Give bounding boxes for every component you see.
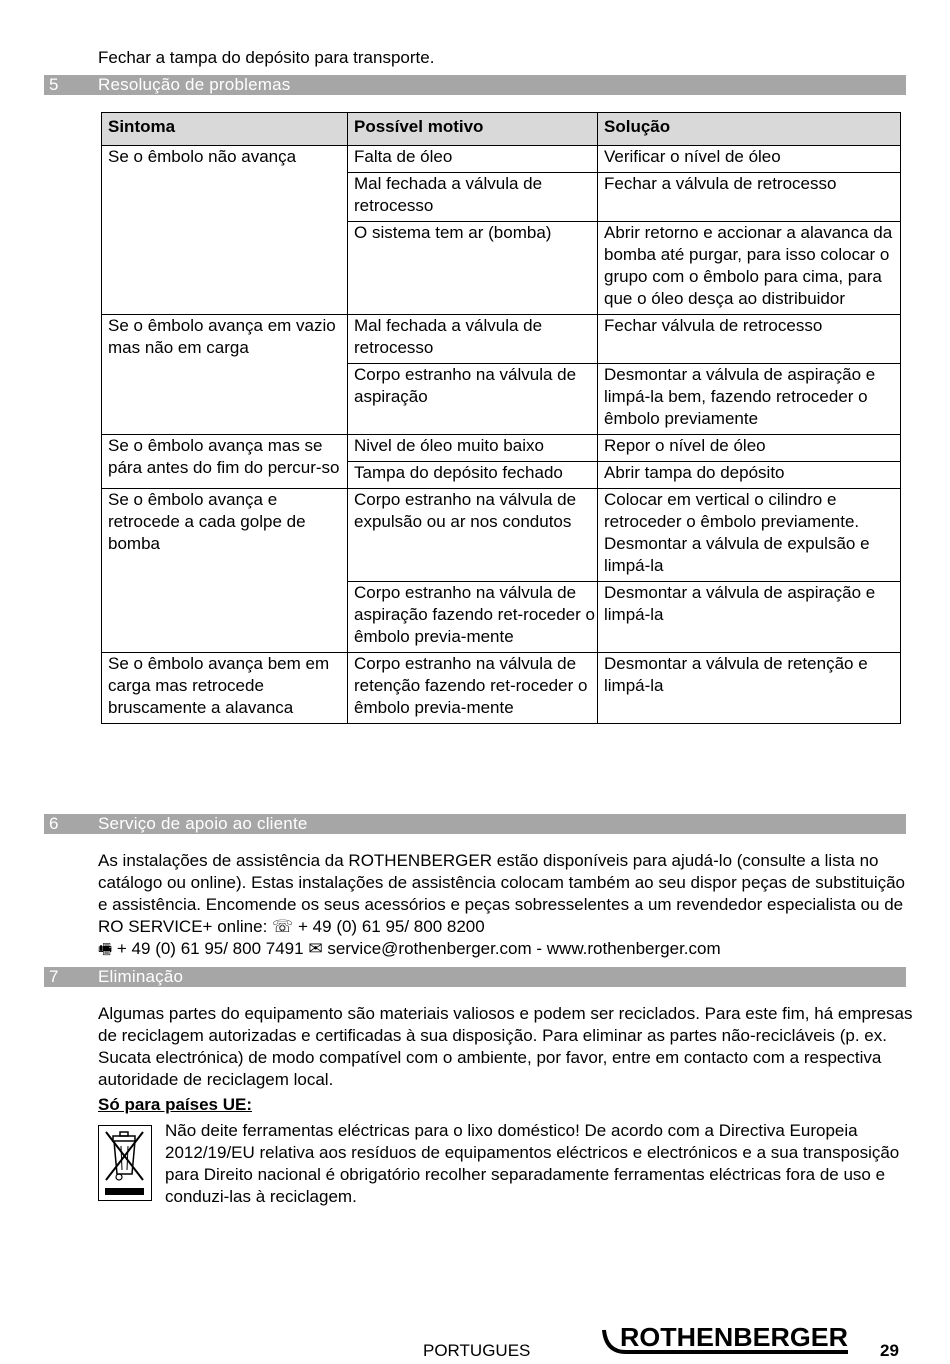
symptom-cell: Se o êmbolo avança e retrocede a cada golpe de bomba xyxy=(102,489,348,653)
service-text: As instalações de assistência da ROTHENBERGER estão disponíveis para ajudá-lo (consulte a lista no catálogo ou online). Estas instalações de assistência colocam também ao seu dispor peças de substituição e assistência. Encomende os seus acessórios e peças sobresselentes a um revendedor especialista ou de RO SERVICE+ online: xyxy=(98,851,906,936)
troubleshooting-table xyxy=(101,112,901,724)
table-row xyxy=(102,435,901,462)
section-title: Eliminação xyxy=(98,967,184,986)
cause-cell: Corpo estranho na válvula de aspiração fazendo ret-roceder o êmbolo previa-mente xyxy=(348,582,598,653)
solution-cell: Fechar a válvula de retrocesso xyxy=(598,173,901,222)
cause-cell: Nivel de óleo muito baixo xyxy=(348,435,598,462)
header-solution: Solução xyxy=(598,113,901,146)
symptom-cell: Se o êmbolo avança bem em carga mas retrocede bruscamente a alavanca xyxy=(102,653,348,724)
symptom-cell: Se o êmbolo avança mas se pára antes do fim do percur-so xyxy=(102,435,348,489)
solution-cell: Abrir retorno e accionar a alavanca da bomba até purgar, para isso colocar o grupo com o êmbolo para cima, para que o óleo desça ao distribuidor xyxy=(598,222,901,315)
section-title: Serviço de apoio ao cliente xyxy=(98,814,308,833)
eu-only-heading: Só para países UE: xyxy=(98,1095,253,1114)
cause-cell: Corpo estranho na válvula de retenção fazendo ret-roceder o êmbolo previa-mente xyxy=(348,653,598,724)
table-row xyxy=(102,489,901,582)
symptom-cell: Se o êmbolo avança em vazio mas não em carga xyxy=(102,315,348,435)
cause-cell: Falta de óleo xyxy=(348,146,598,173)
section-5-header xyxy=(44,75,906,95)
service-contact: service@rothenberger.com - www.rothenberger.com xyxy=(327,939,721,958)
cause-cell: Corpo estranho na válvula de aspiração xyxy=(348,364,598,435)
cause-cell: Corpo estranho na válvula de expulsão ou ar nos condutos xyxy=(348,489,598,582)
solution-cell: Abrir tampa do depósito xyxy=(598,462,901,489)
cause-cell: O sistema tem ar (bomba) xyxy=(348,222,598,315)
section-6-header xyxy=(44,814,906,834)
section-title: Resolução de problemas xyxy=(98,75,291,94)
symptom-cell: Se o êmbolo não avança xyxy=(102,146,348,315)
section-number: 5 xyxy=(49,75,59,94)
solution-cell: Colocar em vertical o cilindro e retroceder o êmbolo previamente. Desmontar a válvula de expulsão e limpá-la xyxy=(598,489,901,582)
service-phone: + 49 (0) 61 95/ 800 8200 xyxy=(298,917,485,936)
table-row xyxy=(102,146,901,173)
intro-line: Fechar a tampa do depósito para transporte. xyxy=(98,48,435,67)
cause-cell: Tampa do depósito fechado xyxy=(348,462,598,489)
solution-cell: Verificar o nível de óleo xyxy=(598,146,901,173)
cause-cell: Mal fechada a válvula de retrocesso xyxy=(348,173,598,222)
header-symptom: Sintoma xyxy=(102,113,348,146)
phone-icon: ☏ xyxy=(272,917,294,937)
service-paragraph xyxy=(98,850,913,960)
table-header-row xyxy=(102,113,901,146)
solution-cell: Fechar válvula de retrocesso xyxy=(598,315,901,364)
table-row xyxy=(102,653,901,724)
envelope-icon: ✉ xyxy=(308,939,323,959)
section-number: 7 xyxy=(49,967,59,986)
cause-cell: Mal fechada a válvula de retrocesso xyxy=(348,315,598,364)
eu-disposal-text: Não deite ferramentas eléctricas para o lixo doméstico! De acordo com a Directiva Europeia 2012/19/EU relativa aos resíduos de equipamentos eléctricos e electrónicos e a sua transposição para Direito nacional é obrigatório recolher separadamente ferramentas eléctricas fora de uso e conduzi-las à reciclagem. xyxy=(165,1121,900,1206)
solution-cell: Desmontar a válvula de aspiração e limpá-la bem, fazendo retroceder o êmbolo previamente xyxy=(598,364,901,435)
brand-logo xyxy=(600,1322,852,1358)
page-number: 29 xyxy=(880,1341,899,1360)
solution-cell: Desmontar a válvula de retenção e limpá-la xyxy=(598,653,901,724)
crossed-bin-icon xyxy=(98,1125,152,1201)
solution-cell: Desmontar a válvula de aspiração e limpá-la xyxy=(598,582,901,653)
section-number: 6 xyxy=(49,814,59,833)
footer-language: PORTUGUES xyxy=(423,1341,531,1360)
solution-cell: Repor o nível de óleo xyxy=(598,435,901,462)
table-row xyxy=(102,315,901,364)
brand-logo-text: ROTHENBERGER xyxy=(620,1322,849,1352)
section-7-header xyxy=(44,967,906,987)
header-cause: Possível motivo xyxy=(348,113,598,146)
disposal-paragraph: Algumas partes do equipamento são materiais valiosos e podem ser reciclados. Para este fim, há empresas de reciclagem autorizadas e certificadas à sua disposição. Para eliminar as partes não-recicláveis (p. ex. Sucata electrónica) de modo compatível com o ambiente, por favor, entre em contacto com a respectiva autoridade de reciclagem local. xyxy=(98,1004,913,1089)
service-fax: + 49 (0) 61 95/ 800 7491 xyxy=(116,939,304,958)
fax-icon: 🖷 xyxy=(98,940,113,958)
